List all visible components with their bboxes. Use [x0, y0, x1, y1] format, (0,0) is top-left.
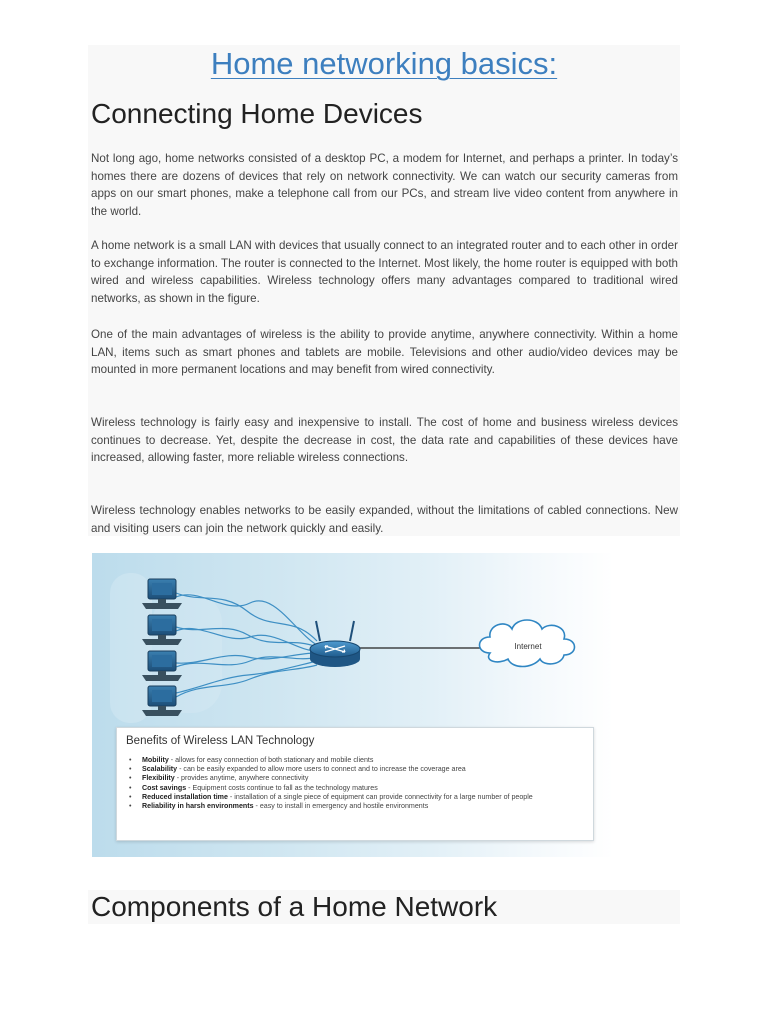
paragraph-3: One of the main advantages of wireless is the ability to provide anytime, anywhere connectivity. Within a home LAN, items such as smart phones and tablets are mobile. Televisions and other audio/video devices may be mounted in more permanent locations and may benefit from wired connectivity. — [91, 328, 678, 377]
section-heading-connecting: Connecting Home Devices — [91, 98, 423, 129]
document-title: Home networking basics: — [210, 46, 558, 81]
list-item — [121, 793, 585, 802]
benefit-description: - easy to install in emergency and hostile environments — [253, 802, 429, 811]
benefits-list — [121, 756, 585, 811]
paragraph-4: Wireless technology is fairly easy and inexpensive to install. The cost of home and business wireless devices continues to decrease. Yet, despite the decrease in cost, the data rate and capabilities of these devices have increased, allowing faster, more reliable wireless connections. — [91, 416, 678, 465]
paragraph-2: A home network is a small LAN with devices that usually connect to an integrated router and to each other in order to exchange information. The router is connected to the Internet. Most likely, the home router is equipped with both wired and wireless capabilities. Wireless technology offers many advantages compared to traditional wired networks, as shown in the figure. — [91, 239, 678, 305]
benefits-title: Benefits of Wireless LAN Technology — [126, 735, 315, 747]
paragraph-1: Not long ago, home networks consisted of a desktop PC, a modem for Internet, and perhaps a printer. In today’s homes there are dozens of devices that rely on network connectivity. We can watch our security cameras from apps on our smart phones, make a telephone call from our PCs, and stream live video content from anywhere in the world. — [91, 152, 678, 218]
wireless-network-figure — [92, 553, 614, 857]
benefit-description: - provides anytime, anywhere connectivity — [174, 774, 309, 783]
computer-icon — [142, 651, 182, 681]
benefit-term: Flexibility — [142, 774, 175, 783]
section-heading-components: Components of a Home Network — [91, 891, 498, 922]
benefit-description: - installation of a single piece of equipment can provide connectivity for a large number of people — [227, 792, 533, 801]
cloud-label: Internet — [514, 642, 542, 651]
list-item — [121, 765, 585, 774]
list-item — [121, 802, 585, 811]
benefit-term: Cost savings — [142, 783, 187, 792]
list-item — [121, 774, 585, 783]
benefit-description: - Equipment costs continue to fall as the technology matures — [186, 783, 378, 792]
benefit-description: - allows for easy connection of both stationary and mobile clients — [168, 756, 374, 764]
benefit-term: Reduced installation time — [142, 792, 228, 801]
paragraph-5: Wireless technology enables networks to be easily expanded, without the limitations of cabled connections. New and visiting users can join the network quickly and easily. — [91, 504, 678, 535]
wireless-router-icon — [310, 621, 360, 667]
benefit-term: Scalability — [142, 765, 178, 774]
benefit-description: - can be easily expanded to allow more users to connect and to increase the coverage area — [177, 765, 466, 774]
computer-icon — [142, 686, 182, 716]
list-item — [121, 756, 585, 765]
list-item — [121, 784, 585, 793]
benefit-term: Mobility — [142, 756, 169, 764]
benefit-term: Reliability in harsh environments — [142, 802, 254, 811]
computer-icon — [142, 579, 182, 609]
computer-icon — [142, 615, 182, 645]
benefits-box — [116, 727, 594, 841]
